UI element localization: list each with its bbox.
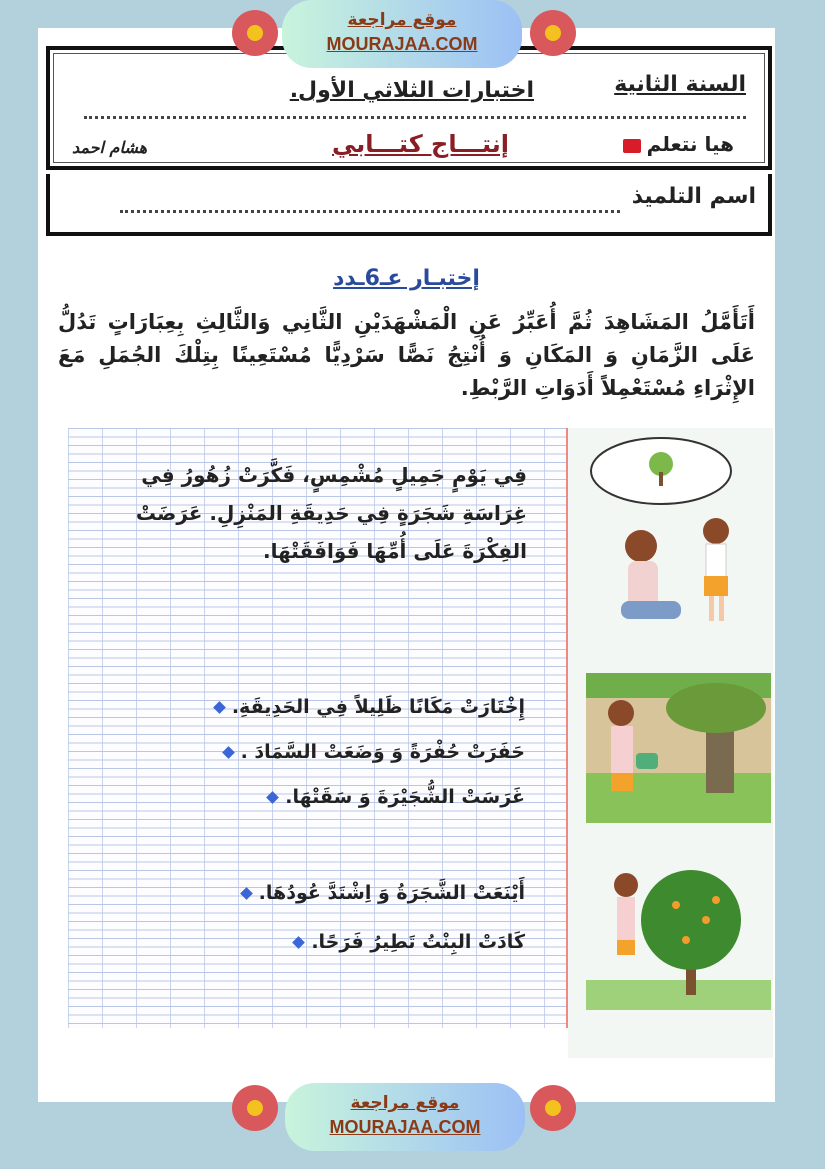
list-item: إِخْتَارَتْ مَكَانًا ظَلِيلاً فِي الحَدِيقَةِ. <box>215 695 525 719</box>
scene1-mother-daughter-image <box>586 436 771 636</box>
grade-label: السنة الثانية <box>614 72 746 97</box>
instructions: أَتَأَمَّلُ المَشَاهِدَ ثُمَّ أُعَبِّرُ عَنِ الْمَشْهَدَيْنِ الثَّانِي وَالثَّالِثِ بِعِبَارَاتٍ تَدُلُّ عَلَى الزَّمَانِ وَ المَكَانِ وَ أُنْتِجُ نَصًّا سَرْدِيًّا مُسْتَعِينًا بِتِلْكَ الجُمَلِ مَعَ الإِثْرَاءِ مُسْتَعْمِلاً أَدَوَاتِ الرَّبْطِ. <box>58 310 755 400</box>
subject-title: إنتـــاج كتـــابي <box>332 130 509 158</box>
author-signature: هشام احمد <box>72 138 148 157</box>
watermark-logo-icon <box>530 1085 576 1131</box>
list-item: غَرَسَتْ الشُّجَيْرَةَ وَ سَقَتْهَا. <box>268 785 525 809</box>
worksheet-page <box>38 28 775 1102</box>
list-item: حَفَرَتْ حُفْرَةً وَ وَضَعَتْ السَّمَادَ . <box>224 740 525 764</box>
student-name-field[interactable] <box>120 210 620 213</box>
watermark-latin: MOURAJAA.COM <box>326 34 478 54</box>
exercise-title: إختبـار عـ6ـدد <box>333 266 480 291</box>
watermark-logo-icon <box>530 10 576 56</box>
watermark-arabic: موقع مراجعة <box>350 1093 460 1113</box>
brand-label <box>623 132 734 156</box>
watermark-arabic: موقع مراجعة <box>347 10 457 30</box>
watermark-banner-bottom[interactable] <box>285 1083 525 1151</box>
dotted-divider <box>84 116 746 119</box>
list-item: أَيْنَعَتْ الشَّجَرَةُ وَ اِشْتَدَّ عُودُهَا. <box>242 881 525 905</box>
list-item: كَادَتْ البِنْتُ تَطِيرُ فَرَحًا. <box>294 930 525 954</box>
flag-icon <box>623 139 641 153</box>
scene3-grown-tree-image <box>586 860 771 1010</box>
exam-title: اختبارات الثلاثي الأول. <box>289 78 534 103</box>
story-text: فِي يَوْمٍ جَمِيلٍ مُشْمِسٍ، فَكَّرَتْ زُهُورُ فِي غِرَاسَةِ شَجَرَةٍ فِي حَدِيقَةِ المَنْزِلِ. عَرَضَتْ الفِكْرَةَ عَلَى أُمِّهَا فَوَافَقَتْهَا. <box>135 463 527 563</box>
scene-images <box>568 428 773 1058</box>
watermark-latin: MOURAJAA.COM <box>329 1117 481 1137</box>
watermark-logo-icon <box>232 10 278 56</box>
scene2-watering-image <box>586 673 771 823</box>
student-name-label: اسم التلميذ <box>631 184 756 209</box>
watermark-banner-top[interactable] <box>282 0 522 68</box>
watermark-logo-icon <box>232 1085 278 1131</box>
brand-text: هيا نتعلم <box>646 132 734 156</box>
student-name-box <box>46 174 772 236</box>
